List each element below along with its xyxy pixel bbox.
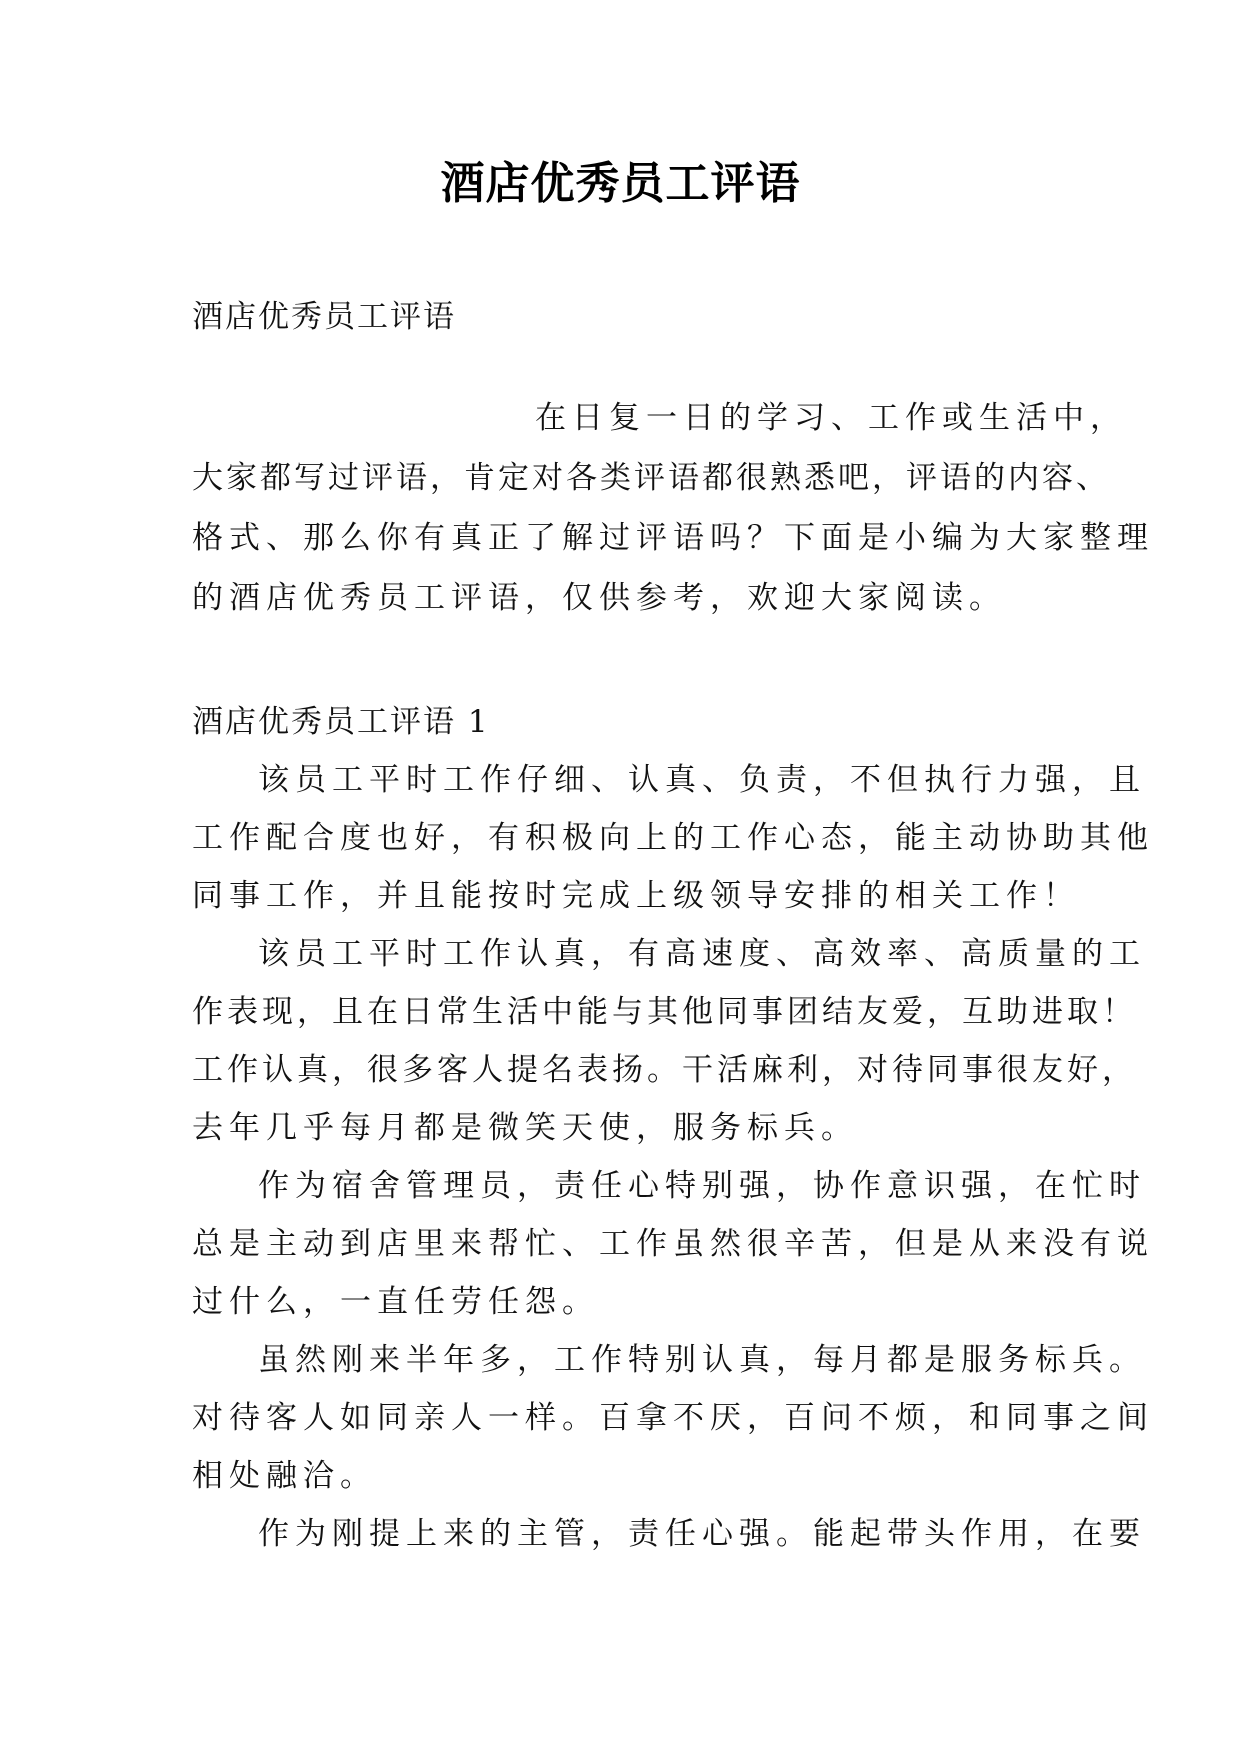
intro-line-1: 在日复一日的学习、工作或生活中， [535,400,1127,436]
paragraph-line: 该员工平时工作仔细、认真、负责，不但执行力强，且 [258,762,1146,798]
paragraph-line: 该员工平时工作认真，有高速度、高效率、高质量的工 [258,936,1146,972]
intro-line-3: 格式、那么你有真正了解过评语吗？下面是小编为大家整理 [192,520,1154,556]
paragraph-line: 相处融洽。 [192,1458,377,1494]
paragraph-line: 对待客人如同亲人一样。百拿不厌，百问不烦，和同事之间 [192,1400,1154,1436]
paragraph-line: 作表现，且在日常生活中能与其他同事团结友爱，互助进取！ [192,994,1137,1030]
paragraph-line: 虽然刚来半年多，工作特别认真，每月都是服务标兵。 [258,1342,1146,1378]
section-heading: 酒店优秀员工评语 1 [192,704,490,740]
paragraph-line: 去年几乎每月都是微笑天使，服务标兵。 [192,1110,858,1146]
paragraph-line: 过什么，一直任劳任怨。 [192,1284,599,1320]
paragraph-line: 工作配合度也好，有积极向上的工作心态，能主动协助其他 [192,820,1154,856]
page-title: 酒店优秀员工评语 [440,158,801,209]
paragraph-line: 总是主动到店里来帮忙、工作虽然很辛苦，但是从来没有说 [192,1226,1154,1262]
intro-line-4: 的酒店优秀员工评语，仅供参考，欢迎大家阅读。 [192,580,1006,616]
paragraph-line: 作为刚提上来的主管，责任心强。能起带头作用，在要 [258,1516,1146,1552]
paragraph-line: 工作认真，很多客人提名表扬。干活麻利，对待同事很友好， [192,1052,1137,1088]
paragraph-line: 同事工作，并且能按时完成上级领导安排的相关工作！ [192,878,1080,914]
subtitle: 酒店优秀员工评语 [192,299,456,335]
intro-line-2: 大家都写过评语，肯定对各类评语都很熟悉吧，评语的内容、 [192,460,1110,496]
paragraph-line: 作为宿舍管理员，责任心特别强，协作意识强，在忙时 [258,1168,1146,1204]
